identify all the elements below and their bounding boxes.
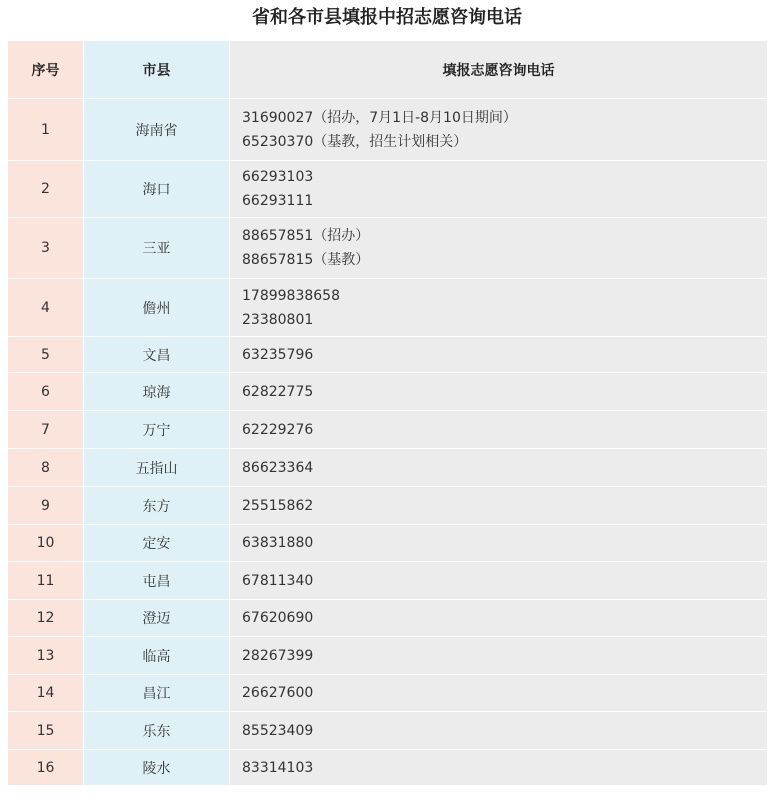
- row-city: 文昌: [84, 337, 230, 372]
- row-phones: [230, 712, 767, 749]
- row-phones: [230, 675, 767, 711]
- row-city: 东方: [84, 487, 230, 524]
- phone-number: 67620690: [242, 610, 314, 626]
- table-row: [8, 750, 767, 786]
- phone-number: 85523409: [242, 722, 314, 739]
- table-row: [8, 373, 767, 411]
- row-city: 五指山: [84, 449, 230, 486]
- phone-number: 66293111: [242, 193, 314, 209]
- row-index: 13: [8, 637, 84, 674]
- row-index: 15: [8, 712, 84, 749]
- table-row: [8, 675, 767, 712]
- phone-number: 23380801: [242, 311, 314, 328]
- table-row: [8, 562, 767, 600]
- row-city: 万宁: [84, 411, 230, 448]
- table-row: [8, 99, 767, 161]
- row-city: 三亚: [84, 218, 230, 278]
- row-phones: [230, 161, 767, 217]
- row-index: 12: [8, 600, 84, 636]
- phone-table: [8, 41, 767, 786]
- row-phones: [230, 99, 767, 160]
- phone-number: 67811340: [242, 572, 314, 589]
- phone-number: 88657815（基教）: [242, 252, 370, 268]
- table-row: [8, 279, 767, 337]
- phone-number: 86623364: [242, 459, 314, 476]
- row-phones: [230, 637, 767, 674]
- phone-number: 63831880: [242, 535, 314, 551]
- row-phones: [230, 337, 767, 372]
- row-city: 屯昌: [84, 562, 230, 599]
- table-header-row: [8, 41, 767, 99]
- phone-number: 66293103: [242, 169, 314, 185]
- row-phones: [230, 373, 767, 410]
- page-title: 省和各市县填报中招志愿咨询电话: [252, 7, 522, 28]
- row-index: 5: [8, 337, 84, 372]
- row-city: 乐东: [84, 712, 230, 749]
- row-phones: [230, 487, 767, 524]
- row-city: 陵水: [84, 750, 230, 785]
- table-row: [8, 600, 767, 637]
- row-index: 4: [8, 279, 84, 336]
- row-index: 9: [8, 487, 84, 524]
- phone-number: 62822775: [242, 383, 314, 400]
- phone-number: 65230370（基教，招生计划相关）: [242, 133, 468, 150]
- row-phones: [230, 750, 767, 785]
- row-phones: [230, 562, 767, 599]
- row-phones: [230, 449, 767, 486]
- row-index: 16: [8, 750, 84, 785]
- row-city: 儋州: [84, 279, 230, 336]
- table-row: [8, 218, 767, 279]
- phone-number: 26627600: [242, 685, 314, 701]
- header-phone: 填报志愿咨询电话: [230, 41, 767, 98]
- row-phones: [230, 411, 767, 448]
- table-row: [8, 712, 767, 750]
- row-index: 6: [8, 373, 84, 410]
- row-index: 11: [8, 562, 84, 599]
- row-index: 14: [8, 675, 84, 711]
- row-city: 临高: [84, 637, 230, 674]
- row-phones: [230, 279, 767, 336]
- table-row: [8, 449, 767, 487]
- table-row: [8, 637, 767, 675]
- row-city: 琼海: [84, 373, 230, 410]
- row-city: 定安: [84, 525, 230, 561]
- phone-number: 17899838658: [242, 287, 340, 304]
- table-row: [8, 161, 767, 218]
- row-city: 海口: [84, 161, 230, 217]
- phone-number: 63235796: [242, 346, 314, 363]
- phone-number: 88657851（招办）: [242, 228, 370, 244]
- table-row: [8, 337, 767, 373]
- phone-number: 25515862: [242, 497, 314, 514]
- phone-number: 83314103: [242, 759, 314, 776]
- row-index: 2: [8, 161, 84, 217]
- row-city: 海南省: [84, 99, 230, 160]
- row-city: 昌江: [84, 675, 230, 711]
- header-city: 市县: [84, 41, 230, 98]
- phone-number: 31690027（招办，7月1日-8月10日期间）: [242, 109, 517, 126]
- row-phones: [230, 525, 767, 561]
- header-index: 序号: [8, 41, 84, 98]
- table-row: [8, 487, 767, 525]
- phone-number: 62229276: [242, 421, 314, 438]
- phone-number: 28267399: [242, 647, 314, 664]
- row-phones: [230, 600, 767, 636]
- row-index: 10: [8, 525, 84, 561]
- row-index: 7: [8, 411, 84, 448]
- row-index: 8: [8, 449, 84, 486]
- table-row: [8, 525, 767, 562]
- table-row: [8, 411, 767, 449]
- row-index: 1: [8, 99, 84, 160]
- row-index: 3: [8, 218, 84, 278]
- row-phones: [230, 218, 767, 278]
- row-city: 澄迈: [84, 600, 230, 636]
